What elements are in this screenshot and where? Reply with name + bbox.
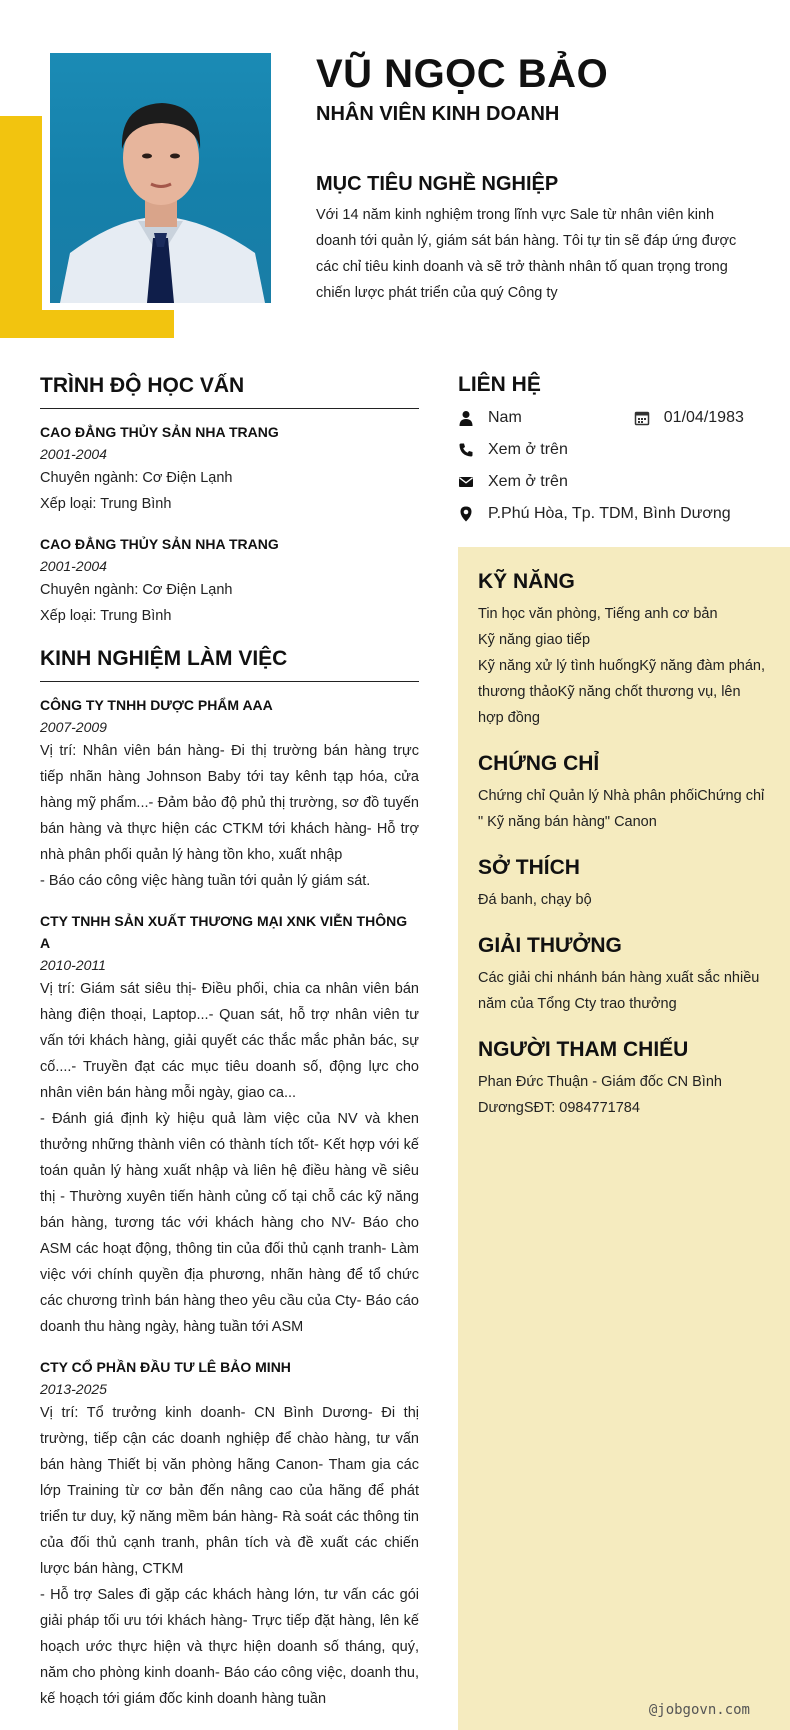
skills-section (478, 567, 770, 731)
contact-phone: Xem ở trên (488, 441, 568, 458)
experience-entry (40, 910, 419, 1340)
experience-description: - Hỗ trợ Sales đi gặp các khách hàng lớn, tư vấn các gói giải pháp tối ưu tới khách hàng- Trực tiếp đặt hàng, lên kế hoạch ước thực hiện và thực hiện doanh số tháng, quý, năm cho phòng kinh doanh- Báo cáo công việc, doanh thu, kế hoạch tới giám đốc kinh doanh hàng tuần (40, 1587, 419, 1707)
education-school: CAO ĐẲNG THỦY SẢN NHA TRANG (40, 424, 279, 440)
location-pin-icon (458, 506, 488, 522)
candidate-name: VŨ NGỌC BẢO (316, 52, 609, 96)
education-entry (40, 533, 419, 629)
education-entry (40, 421, 419, 517)
awards-title: GIẢI THƯỞNG (478, 934, 622, 957)
experience-period: 2007-2009 (40, 719, 107, 735)
education-grade: Xếp loại: Trung Bình (40, 608, 172, 624)
experience-entry (40, 1356, 419, 1712)
skills-title: KỸ NĂNG (478, 570, 575, 593)
mail-icon (458, 474, 488, 490)
education-school: CAO ĐẲNG THỦY SẢN NHA TRANG (40, 536, 279, 552)
references-section (478, 1035, 770, 1121)
skill-line: Kỹ năng xử lý tình huốngKỹ năng đàm phán, thương thảoKỹ năng chốt thương vụ, lên hợp đồng (478, 658, 766, 726)
experience-company: CTY CỔ PHẦN ĐẦU TƯ LÊ BẢO MINH (40, 1359, 291, 1375)
experience-description: - Đánh giá định kỳ hiệu quả làm việc của NV và khen thưởng những thành viên có thành tích tốt- Kết hợp với kế toán quản lý hàng xuất nhập và liên hệ điều hàng về siêu thị - Thường xuyên tiến hành củng cố tại chỗ các kỹ năng bán hàng, tương tác với khách hàng cho NV- Báo cho ASM các hoạt động, thông tin của đối thủ cạnh tranh- Làm việc với chính quyền địa phương, nhãn hàng để tổ chức các chương trình bán hàng theo yêu cầu của Cty- Báo cáo doanh thu hàng ngày, hàng tuần tới ASM (40, 1111, 419, 1335)
contact-phone-row (458, 434, 790, 466)
calendar-icon (634, 410, 664, 426)
hobbies-section (478, 853, 770, 913)
contact-address-row (458, 498, 790, 530)
contact-address: P.Phú Hòa, Tp. TDM, Bình Dương (488, 505, 731, 522)
experience-period: 2010-2011 (40, 957, 106, 973)
skill-line: Kỹ năng giao tiếp (478, 632, 591, 648)
watermark: @jobgovn.com (648, 1702, 750, 1718)
certificates-text: Chứng chỉ Quản lý Nhà phân phốiChứng chỉ " Kỹ năng bán hàng" Canon (478, 788, 765, 830)
education-major: Chuyên ngành: Cơ Điện Lạnh (40, 582, 233, 598)
profile-photo (50, 53, 271, 303)
experience-description: Vị trí: Nhân viên bán hàng- Đi thị trường bán hàng trực tiếp nhãn hàng Johnson Baby tới tay kênh tạp hóa, cửa hàng mỹ phẩm...- Đảm bảo độ phủ thị trường, sơ đồ tuyến bán hàng và thực hiện các CTKM tới khách hàng- Hỗ trợ nhà phân phối quản lý hàng tồn kho, xuất nhập (40, 743, 419, 863)
header (316, 48, 756, 306)
objective-text: Với 14 năm kinh nghiệm trong lĩnh vực Sale từ nhân viên kinh doanh tới quản lý, giám sát bán hàng. Tôi tự tin sẽ đáp ứng được các chỉ tiêu kinh doanh và sẽ trở thành nhân tố quan trọng trong chiến lược phát triển của quý Công ty (316, 207, 737, 301)
experience-entry (40, 694, 419, 894)
contact-gender: Nam (488, 409, 522, 426)
contact-section (458, 370, 790, 530)
person-icon (458, 410, 488, 426)
experience-period: 2013-2025 (40, 1381, 107, 1397)
left-column (40, 372, 419, 1728)
education-title: TRÌNH ĐỘ HỌC VẤN (40, 372, 419, 409)
references-title: NGƯỜI THAM CHIẾU (478, 1038, 689, 1061)
experience-title: KINH NGHIỆM LÀM VIỆC (40, 645, 419, 682)
experience-company: CÔNG TY TNHH DƯỢC PHẨM AAA (40, 697, 273, 713)
education-period: 2001-2004 (40, 446, 107, 462)
contact-email: Xem ở trên (488, 473, 568, 490)
awards-text: Các giải chi nhánh bán hàng xuất sắc nhiều năm của Tổng Cty trao thưởng (478, 970, 760, 1012)
phone-icon (458, 442, 488, 458)
contact-gender-birthday-row (458, 402, 790, 434)
education-period: 2001-2004 (40, 558, 107, 574)
contact-birthday: 01/04/1983 (663, 409, 744, 426)
job-title: NHÂN VIÊN KINH DOANH (316, 103, 560, 125)
objective-heading: MỤC TIÊU NGHỀ NGHIỆP (316, 173, 559, 195)
experience-description: - Báo cáo công việc hàng tuần tới quản lý giám sát. (40, 873, 371, 889)
contact-email-row (458, 466, 790, 498)
right-side-panel (458, 547, 790, 1730)
certificates-title: CHỨNG CHỈ (478, 752, 600, 775)
skill-line: Tin học văn phòng, Tiếng anh cơ bản (478, 606, 718, 622)
awards-section (478, 931, 770, 1017)
education-major: Chuyên ngành: Cơ Điện Lạnh (40, 470, 233, 486)
experience-company: CTY TNHH SẢN XUẤT THƯƠNG MẠI XNK VIỄN THÔNG A (40, 913, 408, 951)
experience-description: Vị trí: Tổ trưởng kinh doanh- CN Bình Dương- Đi thị trường, tiếp cận các doanh nghiệp để chào hàng, tư vấn bán hàng Thiết bị văn phòng hãng Canon- Tham gia các lớp Training từ cơ bản đến nâng cao của hãng để phát triển tư duy, kỹ năng mềm bán hàng- Rà soát các thông tin của đối thủ cạnh tranh, phân tích và đề xuất các chiến lược bán hàng, CTKM (40, 1405, 419, 1577)
experience-description: Vị trí: Giám sát siêu thị- Điều phối, chia ca nhân viên bán hàng điện thoại, Laptop...- Quan sát, hỗ trợ nhân viên tư vấn tới khách hàng, giải quyết các thắc mắc phản bác, sự cố....- Truyền đạt các mục tiêu doanh số, động lực cho nhân viên bán hàng mỗi ngày, giao ca... (40, 981, 419, 1101)
hobbies-title: SỞ THÍCH (478, 856, 580, 879)
education-grade: Xếp loại: Trung Bình (40, 496, 172, 512)
contact-title: LIÊN HỆ (458, 373, 541, 396)
references-text: Phan Đức Thuận - Giám đốc CN Bình DươngSĐT: 0984771784 (478, 1074, 722, 1116)
certificates-section (478, 749, 770, 835)
hobbies-text: Đá banh, chạy bộ (478, 892, 592, 908)
